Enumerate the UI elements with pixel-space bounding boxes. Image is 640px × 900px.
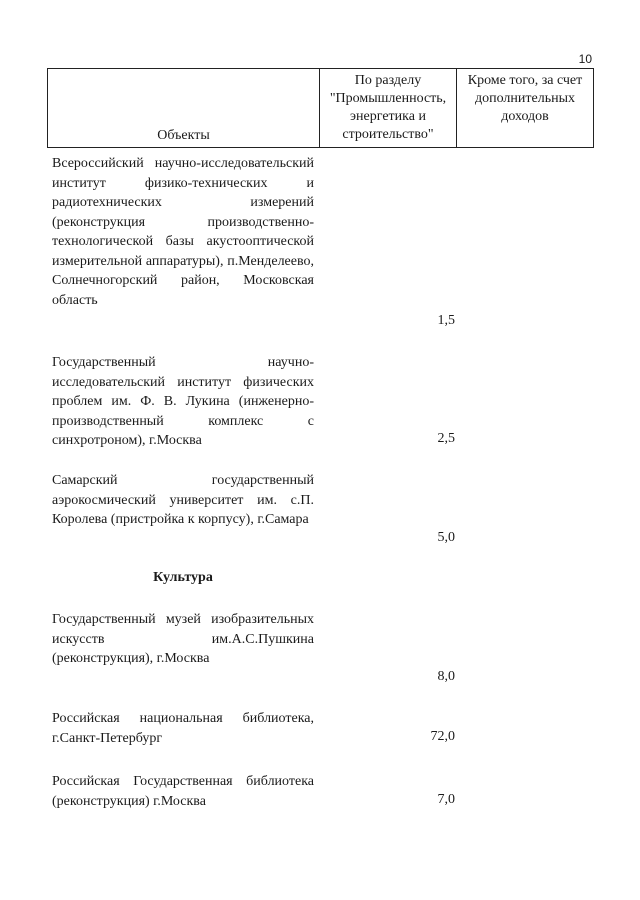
entry-value: 7,0: [437, 792, 455, 807]
header-by-section: По разделу "Промышленность, энергетика и строительство": [329, 73, 447, 142]
header-by-section-cell: [320, 69, 457, 147]
entry-name: Всероссийский научно-исследовательский институт физико-технических и радиотехнических измерений (реконструкция производственно-технологической базы акустооптической измерительной аппаратуры), п.Менделеево, Солнечногорский район, Московская область: [52, 156, 314, 308]
entry-name: Государственный музей изобразительных искусств им.А.С.Пушкина (реконструкция), г.Москва: [52, 612, 314, 666]
entry-value: 2,5: [437, 431, 455, 446]
header-additional: Кроме того, за счет дополнительных доходов: [467, 73, 583, 124]
entry-name: Российская Государственная библиотека (реконструкция) г.Москва: [52, 774, 314, 809]
entry-value: 8,0: [437, 669, 455, 684]
section-title: Культура: [153, 570, 213, 585]
header-objects: Объекты: [157, 128, 210, 143]
entry-name: Самарский государственный аэрокосмический университет им. с.П. Королева (пристройка к корпусу), г.Самара: [52, 473, 314, 527]
table-header: [47, 68, 594, 148]
entry-value: 72,0: [430, 729, 455, 744]
page-number: 10: [578, 52, 592, 66]
entry-name: Российская национальная библиотека, г.Санкт-Петербург: [52, 711, 314, 746]
entry-value: 1,5: [437, 313, 455, 328]
entry-value: 5,0: [437, 530, 455, 545]
header-additional-cell: [457, 69, 593, 147]
entry-name: Государственный научно-исследовательский институт физических проблем им. Ф. В. Лукина (инженерно-производственный комплекс с синхротроном), г.Москва: [52, 355, 314, 448]
header-objects-cell: [48, 69, 320, 147]
